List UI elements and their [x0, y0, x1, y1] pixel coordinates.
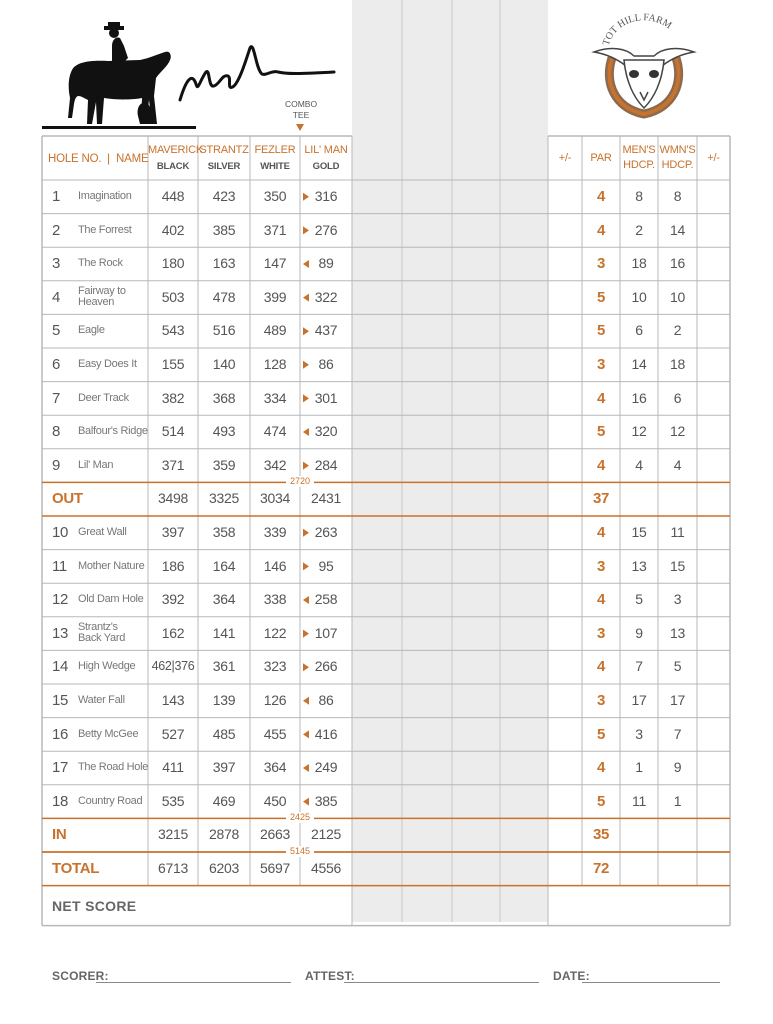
hole-number: 6	[52, 356, 61, 373]
yardage-silver: 358	[212, 524, 236, 540]
yardage-gold: 249	[314, 759, 338, 776]
out-par: 37	[592, 490, 610, 508]
womens-handicap: 2	[673, 322, 682, 339]
hole-number: 15	[52, 692, 69, 709]
hole-name: Deer Track	[78, 391, 129, 404]
womens-handicap: 11	[670, 524, 685, 540]
hole-name-line-1: Strantz's	[78, 620, 118, 633]
header-name: NAME	[116, 153, 149, 165]
hole-name: Great Wall	[78, 526, 127, 538]
yardage-silver: 385	[212, 221, 236, 238]
par-value: 3	[596, 624, 606, 642]
yardage-black: 514	[161, 423, 185, 440]
signature-icon	[180, 47, 334, 100]
hole-number: 7	[52, 389, 61, 407]
total-silver: 6203	[209, 860, 239, 876]
yardage-gold: 258	[314, 591, 338, 608]
mens-handicap: 1	[635, 759, 643, 776]
mens-handicap: 5	[635, 591, 643, 608]
yardage-black: 155	[161, 356, 185, 372]
womens-handicap: 13	[670, 624, 685, 641]
in-white: 2663	[260, 826, 290, 843]
mens-handicap: 12	[631, 423, 647, 440]
header-hole-no: HOLE NO.	[48, 153, 102, 165]
brand-name: TOT HILL FARM	[600, 12, 674, 47]
hole-number: 11	[52, 557, 67, 575]
yardage-gold: 416	[314, 725, 338, 742]
out-combo-total: 2720	[286, 476, 314, 487]
yardage-silver: 493	[212, 423, 236, 440]
hole-name: The Road Hole	[78, 761, 149, 774]
womens-handicap: 6	[673, 389, 682, 406]
out-label: OUT	[52, 490, 83, 508]
tee-color-silver: SILVER	[207, 161, 241, 172]
womens-handicap: 4	[673, 456, 682, 473]
yardage-gold: 89	[318, 255, 334, 272]
tee-name-gold: LIL' MAN	[304, 144, 348, 156]
yardage-white: 147	[263, 255, 287, 272]
tee-name-silver: STRANTZ	[199, 144, 249, 156]
total-black: 6713	[158, 860, 188, 876]
yardage-silver: 469	[212, 792, 236, 809]
hole-name-line-2: Heaven	[78, 295, 115, 308]
header-mens-hdcp-2: HDCP.	[623, 159, 655, 171]
mens-handicap: 13	[631, 557, 647, 574]
hole-name: Water Fall	[78, 694, 125, 706]
yardage-black: 462|376	[151, 659, 195, 674]
yardage-silver: 361	[212, 658, 236, 675]
mens-handicap: 7	[635, 658, 643, 675]
yardage-white: 350	[263, 188, 287, 204]
in-gold: 2125	[311, 826, 341, 843]
par-value: 4	[596, 759, 606, 777]
yardage-white: 128	[263, 356, 287, 372]
in-black: 3215	[158, 826, 188, 843]
out-gold: 2431	[311, 490, 341, 507]
header-mens-hdcp-1: MEN'S	[622, 144, 656, 156]
date-line[interactable]	[582, 982, 720, 983]
par-value: 4	[596, 221, 606, 239]
hole-name: High Wedge	[78, 660, 136, 673]
yardage-black: 180	[161, 255, 185, 272]
womens-handicap: 15	[670, 557, 685, 574]
womens-handicap: 12	[670, 423, 685, 440]
tee-color-gold: GOLD	[312, 161, 340, 172]
yardage-gold: 284	[314, 456, 338, 473]
yardage-black: 186	[161, 557, 185, 574]
yardage-white: 399	[263, 288, 287, 305]
par-value: 5	[596, 322, 606, 340]
hole-number: 4	[52, 288, 61, 306]
yardage-gold: 385	[314, 792, 338, 809]
yardage-black: 535	[161, 792, 185, 809]
yardage-black: 411	[162, 759, 184, 776]
yardage-silver: 164	[212, 557, 236, 574]
mens-handicap: 14	[631, 356, 647, 372]
par-value: 4	[596, 456, 606, 474]
yardage-silver: 478	[212, 288, 236, 305]
yardage-white: 334	[263, 389, 287, 406]
yardage-gold: 263	[314, 524, 338, 540]
yardage-black: 448	[161, 188, 185, 204]
combo-tee-label: COMBO	[284, 99, 318, 109]
hole-number: 17	[52, 759, 69, 777]
hole-number: 18	[52, 792, 69, 810]
tee-name-white: FEZLER	[254, 144, 296, 156]
womens-handicap: 18	[670, 356, 685, 372]
hole-number: 16	[52, 725, 69, 743]
par-value: 5	[596, 725, 606, 743]
hole-name: Eagle	[78, 324, 105, 337]
hole-number: 5	[52, 322, 61, 340]
womens-handicap: 10	[670, 288, 685, 305]
yardage-silver: 423	[212, 188, 236, 204]
out-black: 3498	[158, 490, 188, 507]
par-value: 5	[596, 288, 606, 306]
yardage-silver: 359	[212, 456, 236, 473]
yardage-gold: 316	[314, 188, 338, 204]
total-gold: 4556	[311, 860, 341, 876]
womens-handicap: 17	[670, 692, 685, 708]
yardage-black: 397	[161, 524, 185, 540]
in-par: 35	[592, 826, 610, 844]
total-label: TOTAL	[52, 860, 100, 877]
date-label: DATE:	[553, 969, 590, 983]
womens-handicap: 8	[673, 188, 682, 204]
womens-handicap: 7	[673, 725, 682, 742]
yardage-silver: 140	[212, 356, 236, 372]
yardage-gold: 276	[314, 221, 338, 238]
tee-color-black: BLACK	[156, 161, 190, 172]
womens-handicap: 14	[670, 221, 685, 238]
yardage-silver: 485	[212, 725, 236, 742]
yardage-white: 338	[263, 591, 287, 608]
hole-name: Country Road	[78, 794, 143, 807]
yardage-gold: 301	[314, 389, 338, 406]
header-divider: |	[107, 151, 110, 165]
attest-label: ATTEST:	[305, 969, 355, 983]
yardage-white: 364	[263, 759, 287, 776]
hole-name-line-2: Back Yard	[78, 631, 126, 644]
yardage-black: 392	[161, 591, 185, 608]
tee-color-white: WHITE	[260, 161, 290, 172]
par-value: 4	[596, 524, 606, 541]
scorer-label: SCORER:	[52, 969, 109, 983]
womens-handicap: 3	[673, 591, 682, 608]
yardage-silver: 516	[212, 322, 236, 339]
net-score-label: NET SCORE	[52, 897, 137, 914]
tee-name-black: MAVERICK	[148, 144, 204, 156]
mens-handicap: 10	[631, 288, 647, 305]
hole-name: Old Dam Hole	[78, 593, 144, 606]
par-value: 4	[596, 658, 606, 676]
yardage-white: 323	[263, 658, 287, 675]
mens-handicap: 15	[631, 524, 647, 540]
hole-name: Imagination	[78, 190, 132, 202]
yardage-silver: 368	[212, 389, 236, 406]
womens-handicap: 9	[673, 759, 682, 776]
scorer-line[interactable]	[96, 982, 291, 983]
yardage-black: 162	[161, 624, 185, 641]
total-white: 5697	[260, 860, 290, 876]
yardage-silver: 163	[212, 255, 236, 272]
yardage-white: 342	[263, 456, 287, 473]
yardage-white: 126	[263, 692, 287, 708]
yardage-white: 455	[263, 725, 287, 742]
total-par: 72	[592, 860, 610, 877]
combo-tee-arrow-icon	[296, 124, 304, 131]
yardage-white: 474	[263, 423, 287, 440]
out-silver: 3325	[209, 490, 239, 507]
yardage-gold: 86	[318, 356, 334, 372]
yardage-white: 339	[263, 524, 287, 540]
mens-handicap: 3	[635, 725, 643, 742]
hole-number: 9	[52, 456, 61, 474]
womens-handicap: 5	[673, 658, 682, 675]
hole-number: 8	[52, 423, 61, 441]
mens-handicap: 11	[632, 792, 646, 809]
yardage-black: 527	[161, 725, 185, 742]
header-wmns-hdcp-2: HDCP.	[661, 159, 694, 171]
yardage-white: 371	[263, 221, 287, 238]
hole-number: 1	[52, 188, 61, 205]
yardage-black: 382	[161, 389, 185, 406]
yardage-silver: 364	[212, 591, 236, 608]
hole-name: Balfour's Ridge	[78, 425, 148, 438]
par-value: 3	[596, 255, 606, 273]
hole-number: 13	[52, 624, 69, 642]
par-value: 5	[596, 792, 606, 810]
out-white: 3034	[260, 490, 290, 507]
mens-handicap: 8	[635, 188, 643, 204]
mens-handicap: 6	[635, 322, 643, 339]
par-value: 3	[596, 356, 606, 373]
hole-number: 3	[52, 255, 61, 273]
in-combo-total: 2425	[286, 812, 314, 823]
combo-tee-label-2: TEE	[292, 110, 310, 120]
mens-handicap: 9	[635, 624, 643, 641]
par-value: 4	[596, 389, 606, 407]
mens-handicap: 4	[635, 456, 643, 473]
womens-handicap: 16	[670, 255, 685, 272]
par-value: 4	[596, 188, 606, 205]
yardage-black: 371	[161, 456, 185, 473]
yardage-white: 122	[263, 624, 287, 641]
yardage-gold: 107	[314, 624, 338, 641]
header-plus-minus-left: +/-	[558, 152, 572, 164]
mens-handicap: 2	[635, 221, 643, 238]
hole-number: 10	[52, 524, 69, 541]
in-silver: 2878	[209, 826, 239, 843]
header-wmns-hdcp-1: WMN'S	[659, 144, 696, 156]
womens-handicap: 1	[673, 792, 682, 809]
par-value: 4	[596, 591, 606, 609]
header-plus-minus-right: +/-	[707, 152, 720, 164]
hole-name-line-1: Fairway to	[78, 284, 126, 297]
yardage-gold: 322	[314, 288, 338, 305]
hole-name: Mother Nature	[78, 559, 145, 572]
yardage-white: 146	[263, 557, 287, 574]
horse-rider-silhouette-icon	[42, 22, 196, 129]
header-par: PAR	[590, 152, 612, 164]
yardage-gold: 266	[314, 658, 338, 675]
hole-name: Betty McGee	[78, 727, 139, 740]
yardage-gold: 320	[314, 423, 338, 440]
yardage-white: 450	[263, 792, 287, 809]
yardage-black: 143	[161, 692, 185, 708]
mens-handicap: 17	[631, 692, 647, 708]
bull-skull-horseshoe-logo-icon	[594, 49, 694, 114]
yardage-silver: 141	[212, 624, 236, 641]
par-value: 5	[596, 423, 606, 441]
yardage-white: 489	[263, 322, 287, 339]
hole-name: Easy Does It	[78, 358, 137, 370]
par-value: 3	[596, 692, 606, 709]
yardage-silver: 139	[212, 692, 236, 708]
yardage-black: 402	[161, 221, 185, 238]
yardage-gold: 86	[318, 692, 334, 708]
yardage-black: 543	[161, 322, 185, 339]
yardage-black: 503	[161, 288, 185, 305]
in-label: IN	[52, 826, 67, 844]
total-combo-total: 5145	[286, 846, 314, 857]
mens-handicap: 16	[631, 389, 647, 406]
hole-number: 12	[52, 591, 69, 609]
hole-name: The Rock	[78, 257, 123, 270]
yardage-gold: 437	[314, 322, 338, 339]
hole-name: Lil' Man	[78, 458, 114, 471]
hole-name: The Forrest	[78, 223, 132, 236]
attest-line[interactable]	[344, 982, 539, 983]
yardage-gold: 95	[318, 557, 334, 574]
hole-number: 14	[52, 658, 69, 676]
hole-number: 2	[52, 221, 61, 239]
yardage-silver: 397	[212, 759, 236, 776]
mens-handicap: 18	[631, 255, 647, 272]
par-value: 3	[596, 557, 606, 575]
